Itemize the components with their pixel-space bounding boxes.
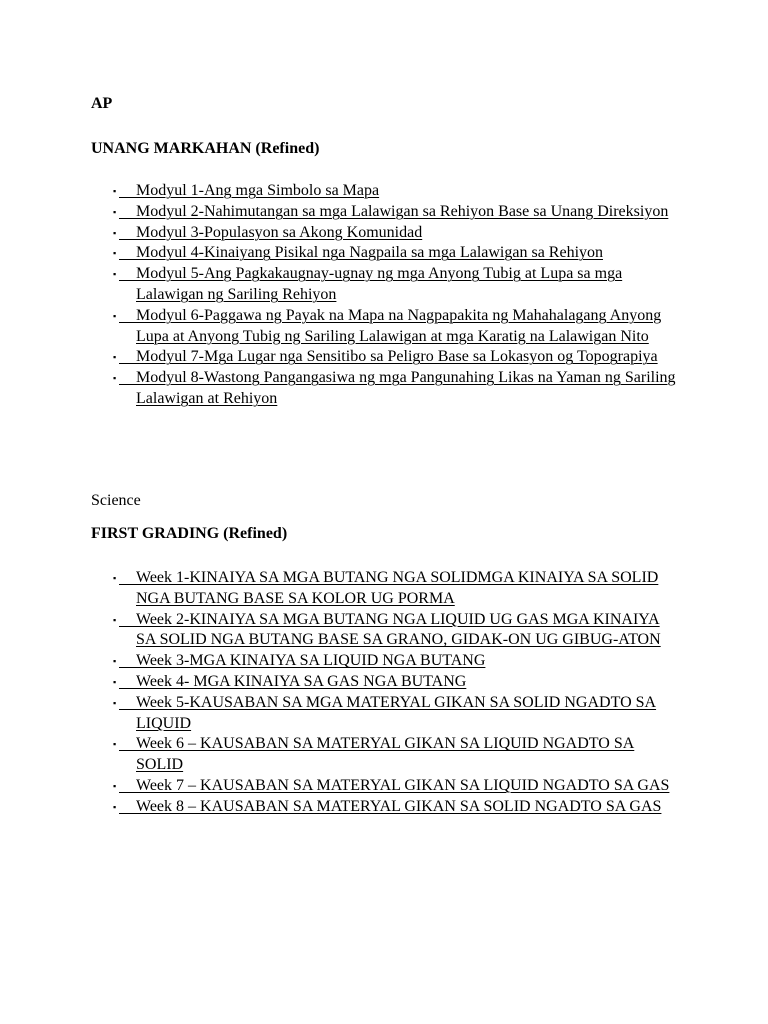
bullet-icon: ▪ [113, 656, 117, 667]
list-item [0, 610, 681, 652]
bullet-icon: ▪ [113, 801, 117, 812]
science-week-7-link[interactable]: Week 7 – KAUSABAN SA MATERYAL GIKAN SA LIQUID NGADTO SA GAS [136, 776, 670, 794]
list-item [0, 734, 681, 776]
list-item [0, 306, 681, 348]
ap-quarter-heading: UNANG MARKAHAN (Refined) [91, 140, 320, 157]
ap-module-4-link[interactable]: Modyul 4-Kinaiyang Pisikal nga Nagpaila sa mga Lalawigan sa Rehiyon [136, 244, 604, 262]
bullet-icon: ▪ [113, 676, 117, 687]
bullet-icon: ▪ [113, 206, 117, 217]
list-item [0, 181, 681, 202]
bullet-icon: ▪ [113, 269, 117, 280]
science-week-2-link[interactable]: Week 2-KINAIYA SA MGA BUTANG NGA LIQUID UG GAS MGA KINAIYA SA SOLID NGA BUTANG BASE SA GRANO, GIDAK-ON UG GIBUG-ATON [136, 610, 661, 649]
bullet-icon: ▪ [113, 614, 117, 625]
list-item [0, 672, 681, 693]
science-week-1-link[interactable]: Week 1-KINAIYA SA MGA BUTANG NGA SOLIDMGA KINAIYA SA SOLID NGA BUTANG BASE SA KOLOR UG PORMA [136, 569, 659, 607]
ap-module-7-link[interactable]: Modyul 7-Mga Lugar nga Sensitibo sa Peligro Base sa Lokasyon og Topograpiya [136, 348, 658, 366]
list-item [0, 368, 681, 410]
list-item [0, 797, 681, 818]
science-subject-heading: Science [91, 492, 141, 509]
bullet-icon: ▪ [113, 227, 117, 238]
ap-module-5-link[interactable]: Modyul 5-Ang Pagkakaugnay-ugnay ng mga Anyong Tubig at Lupa sa mga Lalawigan ng Sariling Rehiyon [136, 265, 623, 303]
ap-module-6-link[interactable]: Modyul 6-Paggawa ng Payak na Mapa na Nagpapakita ng Mahahalagang Anyong Lupa at Anyong Tubig ng Sariling Lalawigan at mga Karatig na Lalawigan Nito [136, 306, 662, 345]
list-item [0, 243, 681, 264]
bullet-icon: ▪ [113, 352, 117, 363]
list-item [0, 223, 681, 244]
science-week-5-link[interactable]: Week 5-KAUSABAN SA MGA MATERYAL GIKAN SA SOLID NGADTO SA LIQUID [136, 693, 657, 732]
ap-module-8-link[interactable]: Modyul 8-Wastong Pangangasiwa ng mga Pangunahing Likas na Yaman ng Sariling Lalawigan at Rehiyon [136, 369, 676, 407]
science-week-6-link[interactable]: Week 6 – KAUSABAN SA MATERYAL GIKAN SA LIQUID NGADTO SA SOLID [136, 735, 635, 774]
bullet-icon: ▪ [113, 310, 117, 321]
ap-module-1-link[interactable]: Modyul 1-Ang mga Simbolo sa Mapa [136, 182, 380, 199]
ap-subject-heading: AP [91, 95, 113, 112]
science-week-3-link[interactable]: Week 3-MGA KINAIYA SA LIQUID NGA BUTANG [136, 652, 486, 670]
ap-module-3-link[interactable]: Modyul 3-Populasyon sa Akong Komunidad [136, 223, 423, 241]
bullet-icon: ▪ [113, 573, 117, 583]
bullet-icon: ▪ [113, 697, 117, 708]
bullet-icon: ▪ [113, 248, 117, 259]
bullet-icon: ▪ [113, 780, 117, 791]
bullet-icon: ▪ [113, 186, 117, 196]
list-item [0, 347, 681, 368]
list-item [0, 693, 681, 735]
bullet-icon: ▪ [113, 373, 117, 384]
science-week-list [0, 568, 681, 818]
ap-module-list [0, 181, 681, 410]
list-item [0, 568, 681, 610]
science-week-8-link[interactable]: Week 8 – KAUSABAN SA MATERYAL GIKAN SA SOLID NGADTO SA GAS [136, 797, 662, 815]
list-item [0, 776, 681, 797]
bullet-icon: ▪ [113, 739, 117, 750]
science-quarter-heading: FIRST GRADING (Refined) [91, 525, 288, 542]
ap-module-2-link[interactable]: Modyul 2-Nahimutangan sa mga Lalawigan sa Rehiyon Base sa Unang Direksiyon [136, 202, 669, 220]
science-week-4-link[interactable]: Week 4- MGA KINAIYA SA GAS NGA BUTANG [136, 672, 467, 690]
list-item [0, 651, 681, 672]
list-item [0, 264, 681, 306]
list-item [0, 202, 681, 223]
